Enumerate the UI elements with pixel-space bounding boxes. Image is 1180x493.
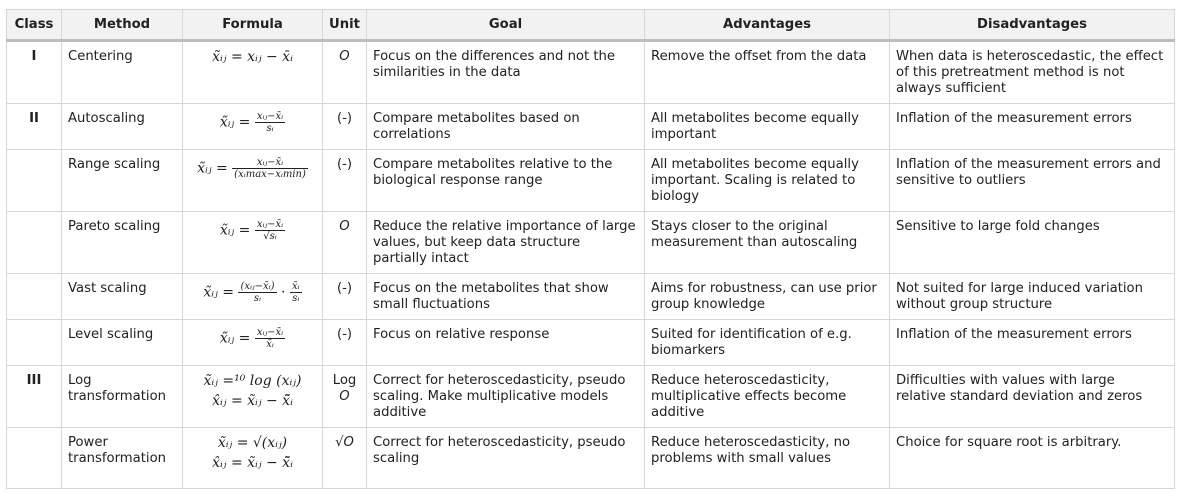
cell-goal: Correct for heteroscedasticity, pseudo scaling. Make multiplicative models additive [367, 366, 645, 428]
cell-unit [323, 366, 367, 428]
formula-line-2: x̂ᵢⱼ = x̃ᵢⱼ − x̄̃ᵢ [212, 393, 293, 409]
cell-disadvantages: Sensitive to large fold changes [890, 212, 1175, 274]
table-row [7, 150, 1175, 212]
fraction-denominator: sᵢ [292, 293, 300, 304]
unit-line-1: Log [332, 373, 357, 388]
cell-goal: Correct for heteroscedasticity, pseudo scaling [367, 428, 645, 489]
cell-class [7, 320, 62, 366]
table-row [7, 104, 1175, 150]
formula-lhs: x̃ᵢⱼ = [219, 330, 255, 347]
cell-method: Vast scaling [62, 274, 183, 320]
cell-method: Centering [62, 41, 183, 104]
cell-class [7, 150, 62, 212]
cell-advantages: Remove the offset from the data [645, 41, 890, 104]
table-row [7, 320, 1175, 366]
formula-line-1: x̃ᵢⱼ =¹⁰ log (xᵢⱼ) [203, 373, 302, 389]
formula-fraction [255, 327, 285, 350]
cell-unit: √O [323, 428, 367, 489]
formula-rhs: xᵢⱼ − x̄ᵢ [247, 49, 293, 65]
cell-formula [183, 320, 323, 366]
table-container [6, 9, 1174, 489]
fraction-numerator: xᵢⱼ−x̄ᵢ [256, 111, 284, 122]
cell-advantages: Aims for robustness, can use prior group knowledge [645, 274, 890, 320]
header-goal: Goal [367, 10, 645, 41]
cell-class [7, 274, 62, 320]
cell-unit: (-) [323, 320, 367, 366]
cell-method: Range scaling [62, 150, 183, 212]
table-row [7, 428, 1175, 489]
cell-unit: (-) [323, 104, 367, 150]
cell-formula [183, 41, 323, 104]
cell-formula [183, 104, 323, 150]
table-row [7, 274, 1175, 320]
formula-lhs: x̃ᵢⱼ = [219, 222, 255, 239]
cell-disadvantages: When data is heteroscedastic, the effect of this pretreatment method is not always sufficient [890, 41, 1175, 104]
cell-goal: Focus on the metabolites that show small fluctuations [367, 274, 645, 320]
cell-class: III [7, 366, 62, 428]
cell-goal: Compare metabolites relative to the biological response range [367, 150, 645, 212]
cell-advantages: Reduce heteroscedasticity, no problems with small values [645, 428, 890, 489]
fraction-denominator: sᵢ [266, 123, 274, 134]
formula-lhs: x̃ᵢⱼ = [203, 284, 239, 301]
cell-formula [183, 366, 323, 428]
fraction-numerator: (xᵢⱼ−x̄ᵢ) [240, 281, 275, 292]
cell-advantages: All metabolites become equally important [645, 104, 890, 150]
header-method: Method [62, 10, 183, 41]
fraction-numerator: xᵢⱼ−x̄ᵢ [232, 157, 308, 169]
formula-multiply: · [276, 284, 290, 301]
cell-method: Level scaling [62, 320, 183, 366]
formula-lhs: x̃ᵢⱼ = [212, 49, 248, 65]
cell-class [7, 428, 62, 489]
cell-advantages: Stays closer to the original measurement than autoscaling [645, 212, 890, 274]
cell-goal: Reduce the relative importance of large values, but keep data structure partially intact [367, 212, 645, 274]
cell-disadvantages: Inflation of the measurement errors [890, 104, 1175, 150]
cell-class [7, 212, 62, 274]
fraction-denominator: x̄ᵢ [266, 339, 274, 350]
cell-class: II [7, 104, 62, 150]
formula-lhs: x̃ᵢⱼ = [197, 160, 233, 177]
fraction-denominator: √sᵢ [263, 231, 277, 242]
cell-method: Pareto scaling [62, 212, 183, 274]
header-advantages: Advantages [645, 10, 890, 41]
formula-lhs: x̃ᵢⱼ = [219, 114, 255, 131]
cell-disadvantages: Choice for square root is arbitrary. [890, 428, 1175, 489]
formula-line-2: x̂ᵢⱼ = x̃ᵢⱼ − x̄̃ᵢ [212, 455, 293, 471]
cell-formula [183, 150, 323, 212]
formula-fraction [238, 281, 276, 304]
cell-formula [183, 428, 323, 489]
pretreatment-methods-table [6, 9, 1175, 489]
cell-disadvantages: Inflation of the measurement errors and sensitive to outliers [890, 150, 1175, 212]
cell-method: Autoscaling [62, 104, 183, 150]
unit-line-2: O [339, 389, 350, 404]
cell-goal: Focus on the differences and not the similarities in the data [367, 41, 645, 104]
header-row [7, 10, 1175, 41]
formula-line-1: x̃ᵢⱼ = √(xᵢⱼ) [217, 435, 288, 451]
header-disadvantages: Disadvantages [890, 10, 1175, 41]
cell-class: I [7, 41, 62, 104]
cell-goal: Compare metabolites based on correlations [367, 104, 645, 150]
table-row [7, 366, 1175, 428]
cell-unit: O [323, 41, 367, 104]
cell-unit: (-) [323, 150, 367, 212]
cell-goal: Focus on relative response [367, 320, 645, 366]
cell-method: Power transformation [62, 428, 183, 489]
formula-fraction [255, 111, 285, 134]
formula-fraction-2 [290, 281, 302, 304]
cell-disadvantages: Difficulties with values with large relative standard deviation and zeros [890, 366, 1175, 428]
fraction-denominator: (xᵢmax−xᵢmin) [234, 169, 306, 180]
cell-advantages: All metabolites become equally important. Scaling is related to biology [645, 150, 890, 212]
fraction-numerator: xᵢⱼ−x̄ᵢ [256, 327, 284, 338]
cell-method: Log transformation [62, 366, 183, 428]
cell-disadvantages: Inflation of the measurement errors [890, 320, 1175, 366]
formula-fraction [255, 219, 285, 242]
header-formula: Formula [183, 10, 323, 41]
cell-disadvantages: Not suited for large induced variation without group structure [890, 274, 1175, 320]
cell-formula [183, 212, 323, 274]
table-row [7, 212, 1175, 274]
cell-formula [183, 274, 323, 320]
table-row [7, 41, 1175, 104]
cell-advantages: Reduce heteroscedasticity, multiplicative effects become additive [645, 366, 890, 428]
cell-unit: (-) [323, 274, 367, 320]
formula-fraction [232, 157, 308, 180]
cell-unit: O [323, 212, 367, 274]
fraction-denominator: sᵢ [253, 293, 262, 304]
fraction-numerator: xᵢⱼ−x̄ᵢ [256, 219, 284, 230]
header-unit: Unit [323, 10, 367, 41]
header-class: Class [7, 10, 62, 41]
cell-advantages: Suited for identification of e.g. biomarkers [645, 320, 890, 366]
fraction-numerator: x̄ᵢ [291, 281, 300, 292]
